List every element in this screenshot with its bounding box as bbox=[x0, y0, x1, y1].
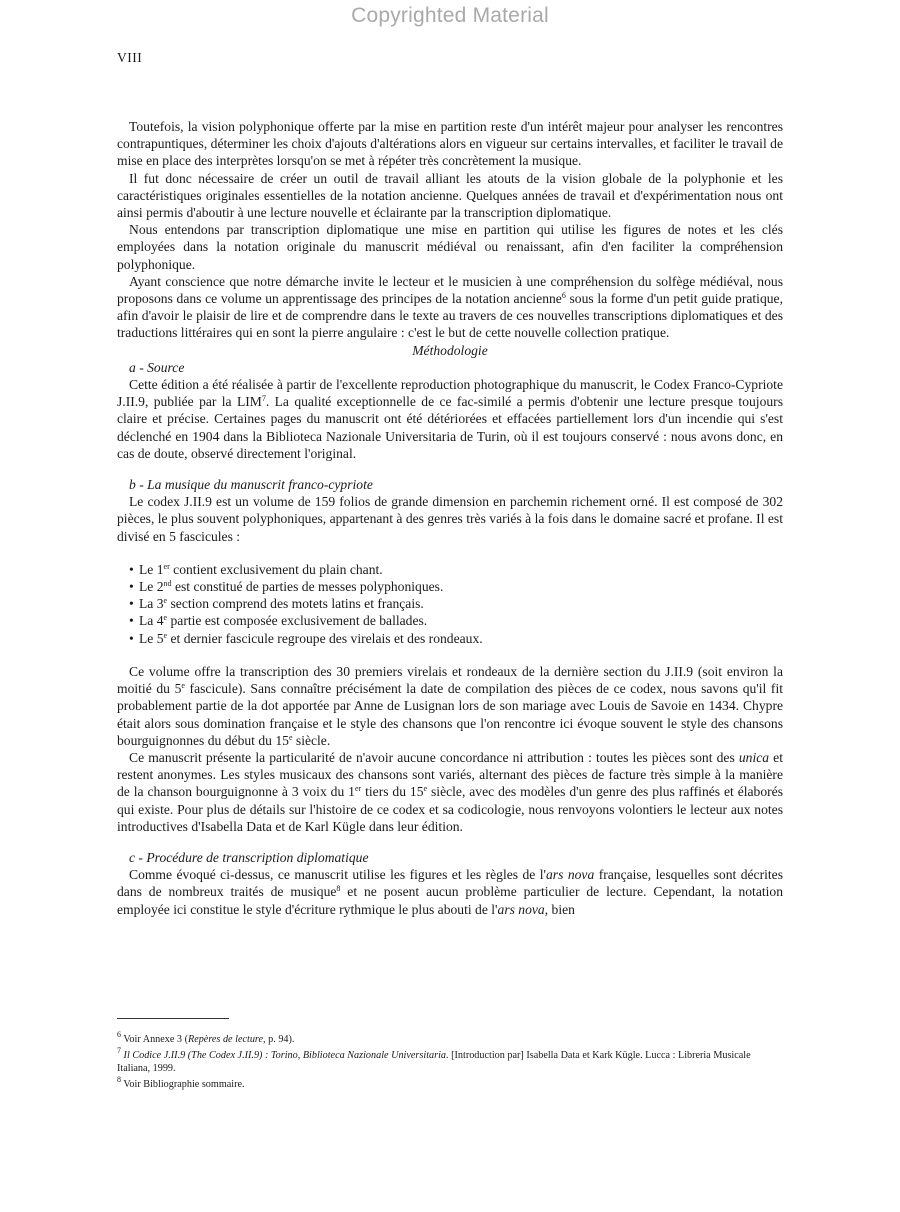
bullet-icon: • bbox=[129, 561, 134, 577]
bullet-icon: • bbox=[129, 596, 134, 612]
list-item: • Le 1er contient exclusivement du plain chant. bbox=[129, 561, 383, 577]
subheading-source: a - Source bbox=[129, 359, 185, 375]
subheading-procedure: c - Procédure de transcription diplomatique bbox=[129, 849, 369, 865]
footnote-ref-6[interactable]: 6 bbox=[561, 291, 566, 301]
bullet-icon: • bbox=[129, 579, 134, 595]
list-item: • La 3e section comprend des motets latins et français. bbox=[129, 596, 424, 612]
intro-paragraph-3: Nous entendons par transcription diplomatique une mise en partition qui utilise les figures de notes et les clés employées dans la notation originale du manuscrit médiéval ou renaissant, afin d'en faciliter la compréhension polyphonique. bbox=[117, 222, 783, 272]
procedure-paragraph: Comme évoqué ci-dessus, ce manuscrit utilise les figures et les règles de l'ars nova française, lesquelles sont décrites dans de nombreux traités de musique$^8$ et ne posent aucun problème particulier de lecture. Cependant, la notation employée ici constitue le style d'écriture rythmique le plus abouti de l'ars nova, bien bbox=[117, 867, 784, 917]
main-text bbox=[117, 118, 783, 918]
copyright-watermark: Copyrighted Material bbox=[351, 4, 549, 27]
footnote-6: $^6$ Voir Annexe 3 (Repères de lecture, p. 94). bbox=[117, 1030, 295, 1045]
fascicule-list bbox=[129, 561, 783, 647]
musique-paragraph-1: Le codex J.II.9 est un volume de 159 folios de grande dimension en parchemin richement orné. Il est composé de 302 pièces, le plus souvent polyphoniques, appartenant à des genres très variés à la fois dans le domaine sacré et profane. Il est divisé en 5 fascicules : bbox=[117, 494, 783, 544]
musique-paragraph-2: Ce volume offre la transcription des 30 premiers virelais et rondeaux de la dernière section du J.II.9 (soit environ la moitié du 5e fascicule). Sans connaître précisément la date de compilation des pièces de ce codex, nous savons qu'il fit probablement partie de la dot apportée par Anne de Lusignan lors de son mariage avec Louis de Savoie en 1434. Chypre était alors sous domination française et le style des chansons que l'on rencontre ici évoque souvent le style des chansons bourguignonnes du début du 15e siècle. bbox=[117, 663, 783, 748]
list-item: • Le 5e et dernier fascicule regroupe des virelais et des rondeaux. bbox=[129, 630, 483, 646]
intro-paragraph-4: Ayant conscience que notre démarche invite le lecteur et le musicien à une compréhension du solfège médiéval, nous proposons dans ce volume un apprentissage des principes de la notation ancienne$^6$ sous la forme d'un petit guide pratique, afin d'avoir le plaisir de lire et de comprendre dans le texte au travers de ces nouvelles transcriptions diplomatiques et des traductions littéraires qui en sont la pierre angulaire : c'est le but de cette nouvelle collection pratique. bbox=[117, 273, 783, 341]
intro-paragraph-1: Toutefois, la vision polyphonique offerte par la mise en partition reste d'un intérêt majeur pour analyser les rencontres contrapuntiques, déterminer les choix d'ajouts d'altérations alors en vigueur sur certains intervalles, et faciliter le travail de mise en place des interprètes lorsqu'on se met à répéter très concrètement la musique. bbox=[117, 119, 783, 169]
footnotes bbox=[117, 1030, 783, 1093]
section-title: Méthodologie bbox=[412, 342, 488, 358]
footnote-7: $^7$ Il Codice J.II.9 (The Codex J.II.9) : Torino, Biblioteca Nazionale Universitaria. [Introduction par] Isabella Data et Kark Kügle. Lucca : Libreria Musicale Italiana, 1999. bbox=[117, 1045, 751, 1075]
footnote-ref-8[interactable]: 8 bbox=[336, 884, 341, 894]
list-item: • Le 2nd est constitué de parties de messes polyphoniques. bbox=[129, 579, 444, 595]
footnote-divider bbox=[117, 1018, 229, 1019]
intro-paragraph-2: Il fut donc nécessaire de créer un outil de travail alliant les atouts de la vision globale de la polyphonie et les caractéristiques originales essentielles de la notation ancienne. Quelques années de travail et d'expérimentation nous ont ainsi permis d'aboutir à une lecture nouvelle et éclairante par la transcription diplomatique. bbox=[117, 170, 783, 221]
page-number: VIII bbox=[117, 50, 143, 65]
bullet-icon: • bbox=[129, 630, 134, 646]
list-item: • La 4e partie est composée exclusivement de ballades. bbox=[129, 613, 428, 629]
footnote-8: $^8$ Voir Bibliographie sommaire. bbox=[117, 1074, 245, 1090]
source-paragraph: Cette édition a été réalisée à partir de l'excellente reproduction photographique du manuscrit, le Codex Franco-Cypriote J.II.9, publiée par la LIM$^7$. La qualité exceptionnelle de ce fac-similé a permis d'obtenir une lecture presque toujours claire et précise. Certaines pages du manuscrit ont été détériorées et effacées partiellement lors d'un incendie qui s'est déclenché en 1904 dans la Biblioteca Nazionale Universitaria de Turin, où il est toujours conservé : nous avons donc, en cas de doute, observé directement l'original. bbox=[117, 377, 783, 461]
footnote-ref-7[interactable]: 7 bbox=[261, 394, 266, 404]
bullet-icon: • bbox=[129, 613, 134, 629]
musique-paragraph-3: Ce manuscrit présente la particularité de n'avoir aucune concordance ni attribution : toutes les pièces sont des unica et restent anonymes. Les styles musicaux des chansons sont variés, alternant des pièces de facture très simple à la manière de la chanson bourguignonne à 3 voix du 1er tiers du 15e siècle, avec des modèles d'un genre des plus raffinés et élaborés qui existe. Pour plus de détails sur l'histoire de ce codex et sa codicologie, nous renvoyons volontiers le lecteur aux notes introductives d'Isabella Data et de Karl Kügle dans leur édition. bbox=[117, 749, 783, 834]
subheading-musique: b - La musique du manuscrit franco-cypriote bbox=[129, 477, 373, 493]
